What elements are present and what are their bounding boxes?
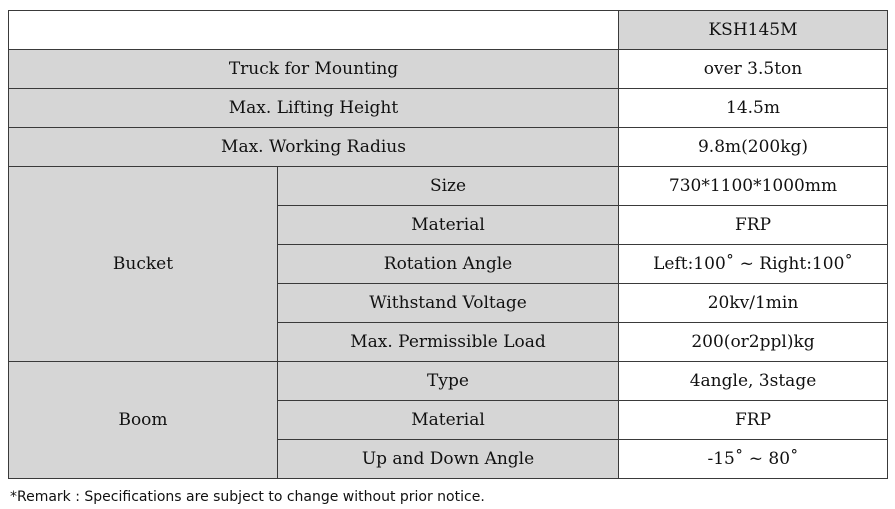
- header-row: [9, 11, 888, 50]
- spec-table: [8, 10, 888, 479]
- row-value: -15˚ ~ 80˚: [619, 440, 888, 479]
- row-label: Material: [278, 401, 619, 440]
- row-label: Max. Permissible Load: [278, 323, 619, 362]
- row-label: Material: [278, 206, 619, 245]
- row-label: Max. Working Radius: [9, 128, 619, 167]
- table-row: [9, 50, 888, 89]
- bucket-group-label: Bucket: [9, 167, 278, 362]
- row-value: 20kv/1min: [619, 284, 888, 323]
- boom-group-label: Boom: [9, 362, 278, 479]
- row-label: Withstand Voltage: [278, 284, 619, 323]
- model-name: KSH145M: [619, 11, 888, 50]
- row-value: over 3.5ton: [619, 50, 888, 89]
- row-label: Truck for Mounting: [9, 50, 619, 89]
- row-value: 4angle, 3stage: [619, 362, 888, 401]
- table-row: [9, 362, 888, 401]
- row-label: Up and Down Angle: [278, 440, 619, 479]
- row-label: Rotation Angle: [278, 245, 619, 284]
- row-value: FRP: [619, 401, 888, 440]
- row-value: FRP: [619, 206, 888, 245]
- row-label: Type: [278, 362, 619, 401]
- row-value: 9.8m(200kg): [619, 128, 888, 167]
- row-value: 14.5m: [619, 89, 888, 128]
- remark-note: *Remark : Specifications are subject to change without prior notice.: [10, 489, 485, 505]
- row-value: 730*1100*1000mm: [619, 167, 888, 206]
- row-value: Left:100˚ ~ Right:100˚: [619, 245, 888, 284]
- table-row: [9, 89, 888, 128]
- row-value: 200(or2ppl)kg: [619, 323, 888, 362]
- header-blank-cell: [9, 11, 619, 50]
- row-label: Max. Lifting Height: [9, 89, 619, 128]
- table-row: [9, 128, 888, 167]
- table-row: [9, 167, 888, 206]
- row-label: Size: [278, 167, 619, 206]
